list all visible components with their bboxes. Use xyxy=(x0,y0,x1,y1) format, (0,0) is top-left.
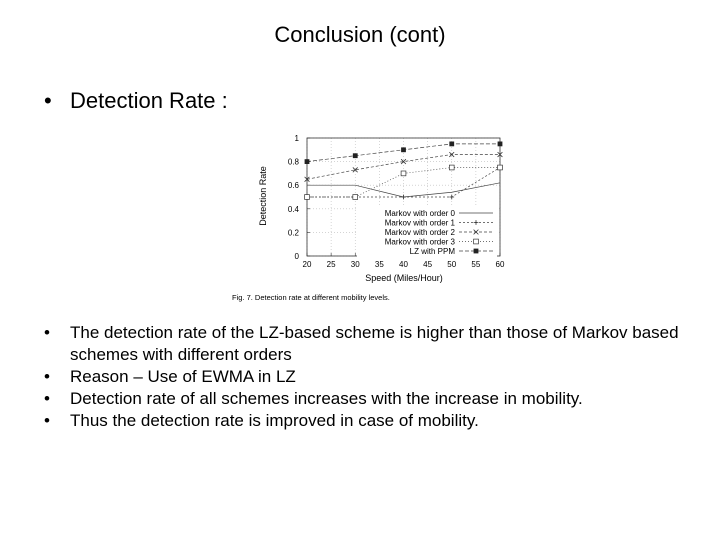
data-point xyxy=(353,153,358,158)
y-tick-label: 0.8 xyxy=(287,157,299,167)
legend-label: Markov with order 1 xyxy=(384,218,455,228)
legend-label: Markov with order 0 xyxy=(384,209,455,218)
legend-marker xyxy=(474,239,479,244)
x-tick-label: 20 xyxy=(302,260,312,269)
legend-label: Markov with order 3 xyxy=(384,237,455,247)
data-point xyxy=(401,195,406,200)
bullet-dot: • xyxy=(44,389,50,408)
y-tick-label: 1 xyxy=(294,134,299,143)
slide-title: Conclusion (cont) xyxy=(274,22,446,47)
data-point xyxy=(498,142,503,147)
conclusion-bullet-text: The detection rate of the LZ-based scheme is higher than those of Markov based schemes with different orders xyxy=(70,323,679,364)
y-tick-label: 0.2 xyxy=(287,228,299,238)
x-tick-label: 25 xyxy=(326,260,336,269)
heading-bullet-text: Detection Rate : xyxy=(70,88,228,113)
conclusion-bullet-text: Detection rate of all schemes increases with the increase in mobility. xyxy=(70,389,583,408)
x-tick-label: 40 xyxy=(399,260,408,269)
conclusion-list xyxy=(44,322,710,432)
conclusion-bullet xyxy=(44,322,710,366)
x-axis-label: Speed (Miles/Hour) xyxy=(365,273,443,283)
data-point xyxy=(353,195,358,200)
legend-label: Markov with order 2 xyxy=(384,228,455,237)
conclusion-bullet-text: Thus the detection rate is improved in case of mobility. xyxy=(70,411,479,430)
x-tick-label: 55 xyxy=(471,260,481,269)
series-line xyxy=(307,144,500,162)
x-tick-label: 60 xyxy=(495,260,505,269)
legend-label: LZ with PPM xyxy=(409,247,455,256)
data-point xyxy=(401,147,406,152)
conclusion-bullet-text: Reason – Use of EWMA in LZ xyxy=(70,367,296,386)
data-point xyxy=(449,195,454,200)
y-tick-label: 0 xyxy=(294,252,299,261)
conclusion-bullet xyxy=(44,366,710,388)
y-axis-label: Detection Rate xyxy=(258,166,268,226)
bullet-dot: • xyxy=(44,88,52,113)
x-tick-label: 50 xyxy=(447,260,457,269)
data-point xyxy=(305,195,310,200)
data-point xyxy=(449,142,454,147)
conclusion-bullet xyxy=(44,410,710,432)
bullet-dot: • xyxy=(44,323,50,342)
data-point xyxy=(305,159,310,164)
bullet-dot: • xyxy=(44,411,50,430)
bullet-dot: • xyxy=(44,367,50,386)
legend-marker xyxy=(474,249,479,254)
data-point xyxy=(401,171,406,176)
y-tick-label: 0.6 xyxy=(287,181,299,191)
data-point xyxy=(498,165,503,170)
y-tick-label: 0.4 xyxy=(287,204,299,214)
x-tick-label: 30 xyxy=(350,260,360,269)
conclusion-bullet xyxy=(44,388,710,410)
figure-caption: Fig. 7. Detection rate at different mobility levels. xyxy=(232,293,390,302)
x-tick-label: 35 xyxy=(374,260,384,269)
x-tick-label: 45 xyxy=(423,260,433,269)
data-point xyxy=(449,165,454,170)
